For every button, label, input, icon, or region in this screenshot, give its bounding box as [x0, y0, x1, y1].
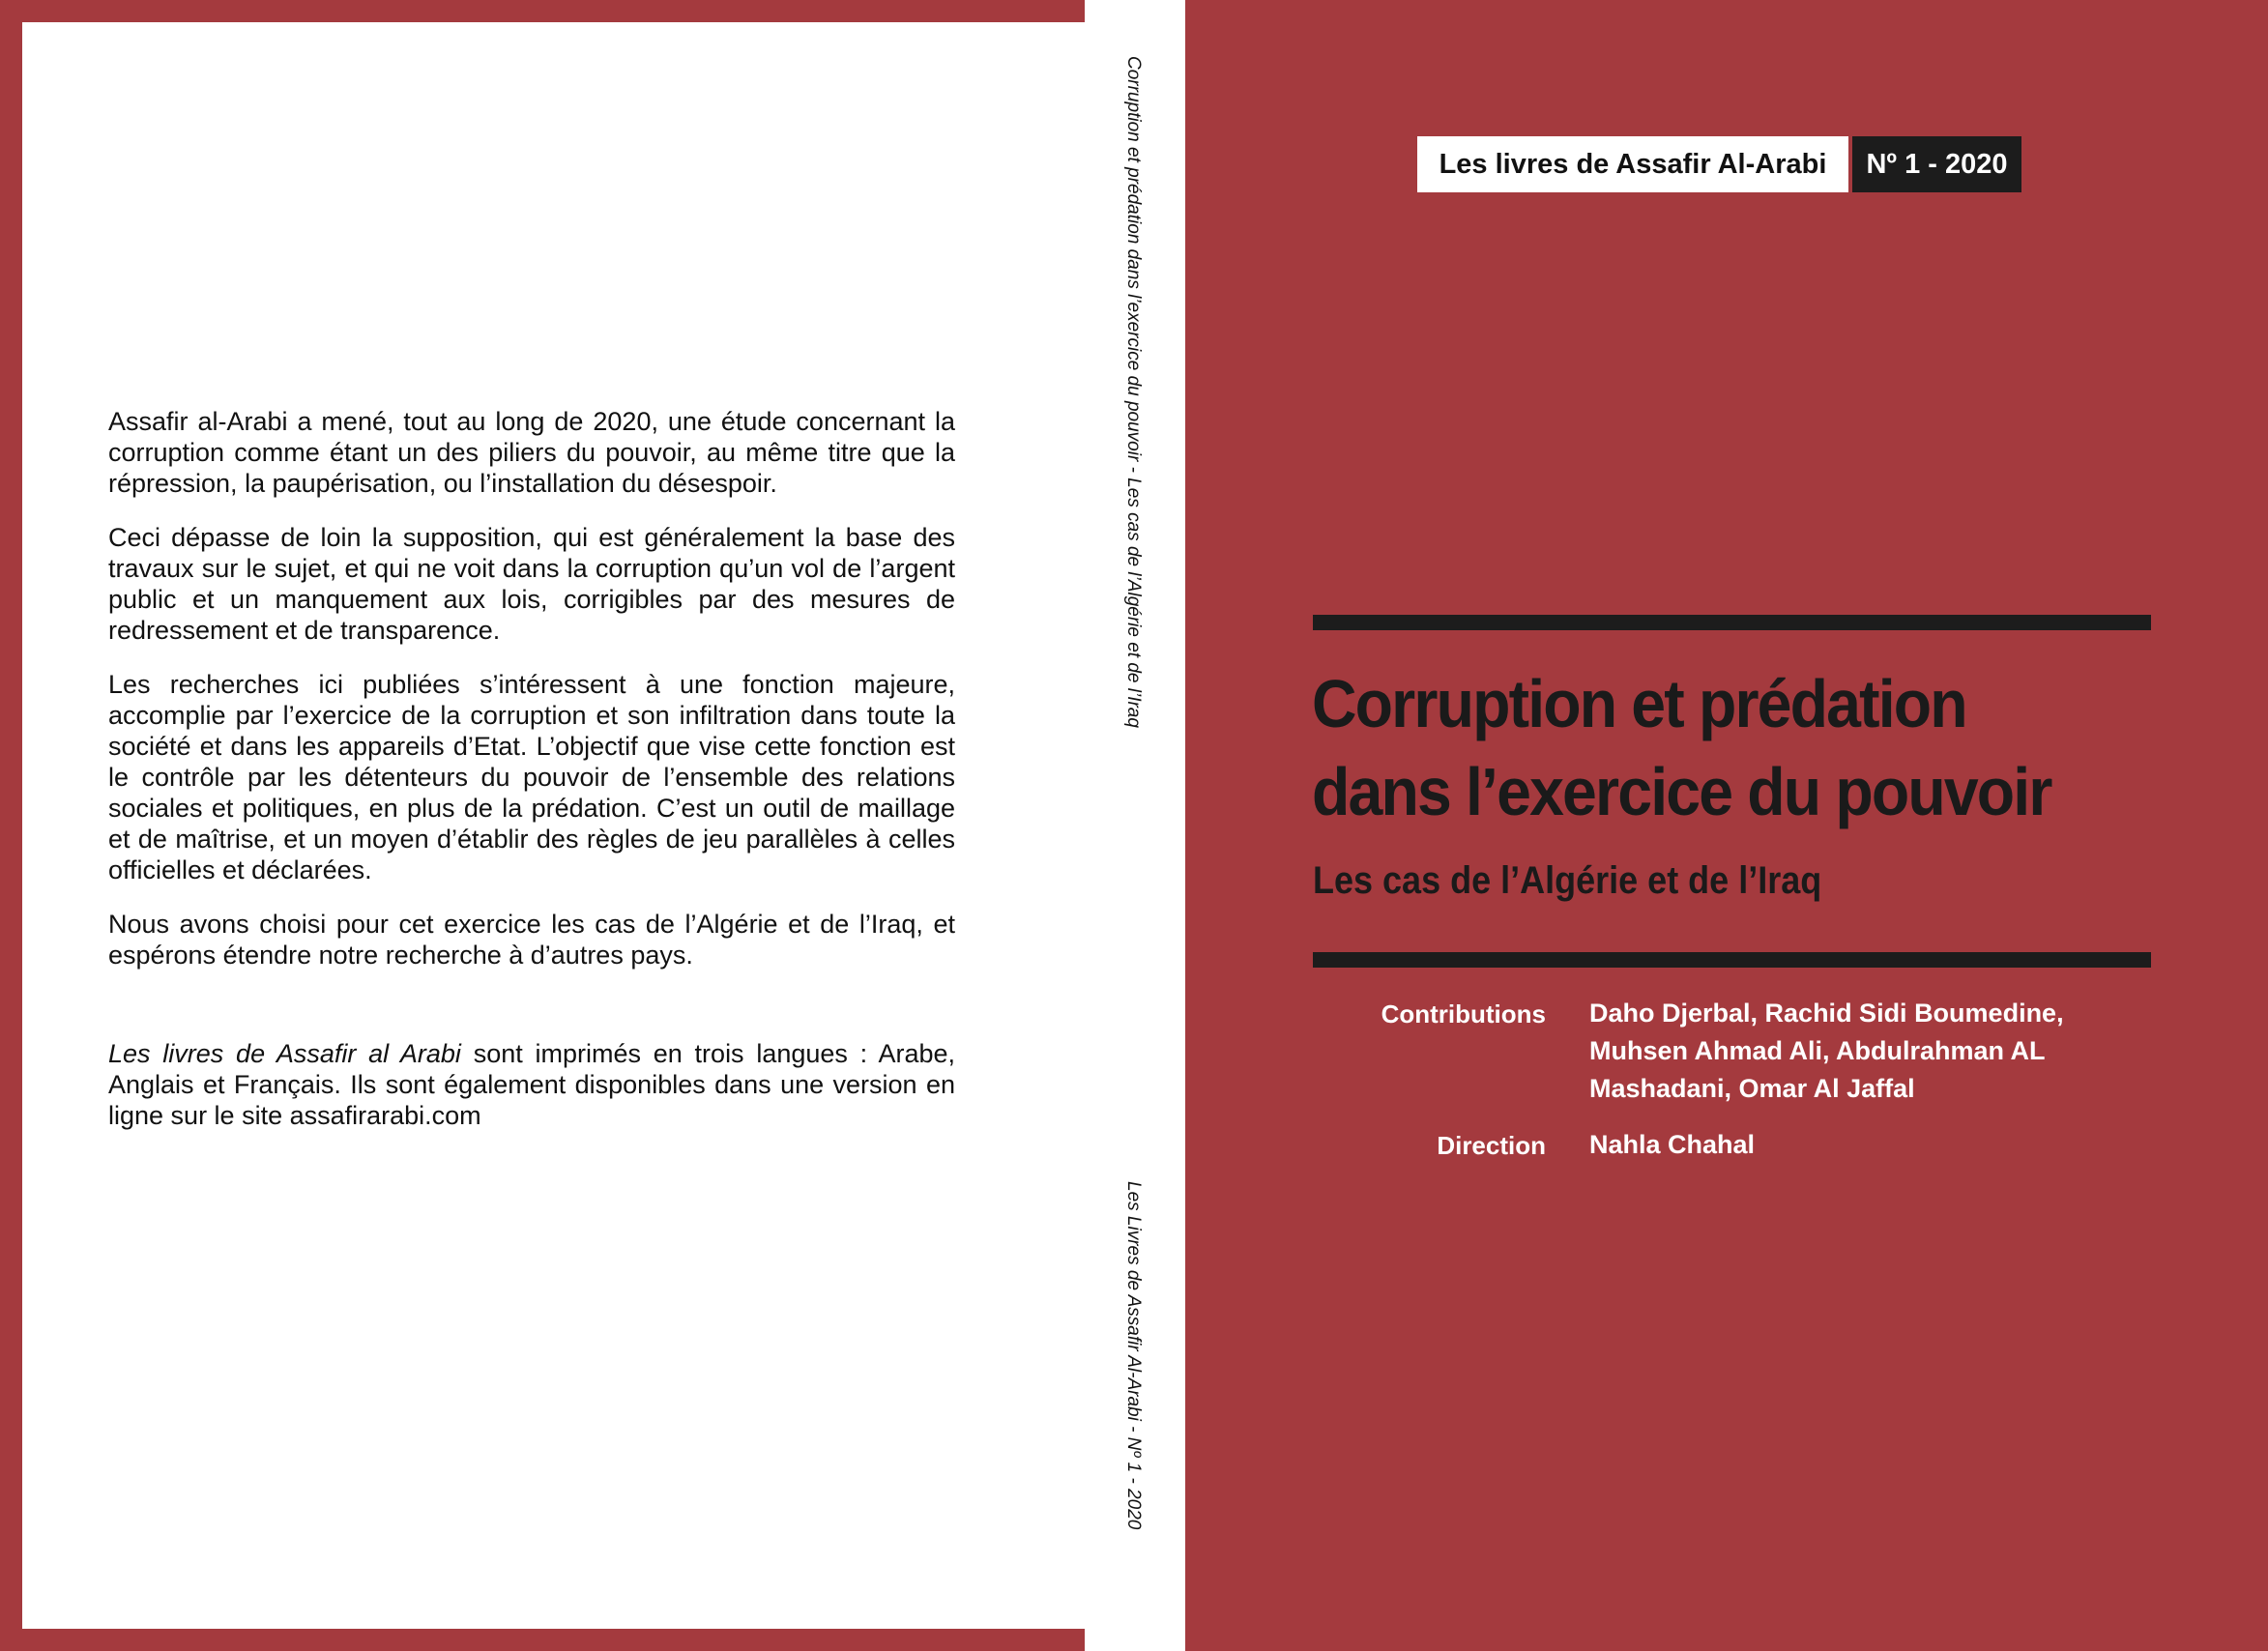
back-paragraph-2: Ceci dépasse de loin la supposition, qui est généralement la base des travaux sur le sujet, et qui ne voit dans la corruption qu’un vol de l’argent public et un manquement aux lois, corrigibles par des mesures de redressement et de transparence. [108, 523, 955, 645]
back-paragraph-4: Nous avons choisi pour cet exercice les cas de l’Algérie et de l’Iraq, et espérons étendre notre recherche à d’autres pays. [108, 910, 955, 970]
spine-title: Corruption et prédation dans l’exercice du pouvoir - Les cas de l’Algérie et de l’Iraq [1123, 56, 1144, 728]
title-rule-bottom [1313, 952, 2151, 968]
back-cover-text [108, 406, 955, 1154]
direction-label: Direction [1437, 1131, 1546, 1160]
title-rule-top [1313, 615, 2151, 630]
series-label: Les livres de Assafir Al-Arabi [1417, 136, 1848, 192]
contributions-label: Contributions [1381, 999, 1546, 1028]
back-paragraph-3: Les recherches ici publiées s’intéressent à une fonction majeure, accomplie par l’exercice de la corruption et son infiltration dans toute la société et dans les appareils d’Etat. L’objectif que vise cette fonction est le contrôle par les détenteurs du pouvoir de l’ensemble des relations sociales et politiques, en plus de la prédation. C’est un outil de maillage et de maîtrise, et un moyen d’établir des règles de jeu parallèles à celles officielles et déclarées. [108, 670, 955, 884]
series-name-italic: Les livres de Assafir al Arabi [108, 1039, 461, 1068]
back-paragraph-1: Assafir al-Arabi a mené, tout au long de 2020, une étude concernant la corruption comme étant un des piliers du pouvoir, au même titre que la répression, la paupérisation, ou l’installation du désespoir. [108, 407, 955, 498]
main-title [1312, 660, 2095, 836]
publication-note-text: sont imprimés en trois langues : Arabe, Anglais et Français. Ils sont également disponibles dans une version en ligne sur le site assafirarabi.com [108, 1039, 955, 1130]
subtitle: Les cas de l’Algérie et de l’Iraq [1313, 859, 1822, 902]
main-title-line-2: dans l’exercice du pouvoir [1312, 754, 2051, 829]
contributions-value: Daho Djerbal, Rachid Sidi Boumedine, Muhsen Ahmad Ali, Abdulrahman AL Mashadani, Omar Al Jaffal [1589, 999, 2064, 1103]
issue-label: Nº 1 - 2020 [1852, 136, 2021, 192]
main-title-line-1: Corruption et prédation [1312, 666, 1966, 741]
spine-series: Les Livres de Assafir Al-Arabi - Nº 1 - 2020 [1123, 1181, 1144, 1530]
direction-value: Nahla Chahal [1589, 1130, 1756, 1159]
back-publication-note [108, 1038, 955, 1131]
